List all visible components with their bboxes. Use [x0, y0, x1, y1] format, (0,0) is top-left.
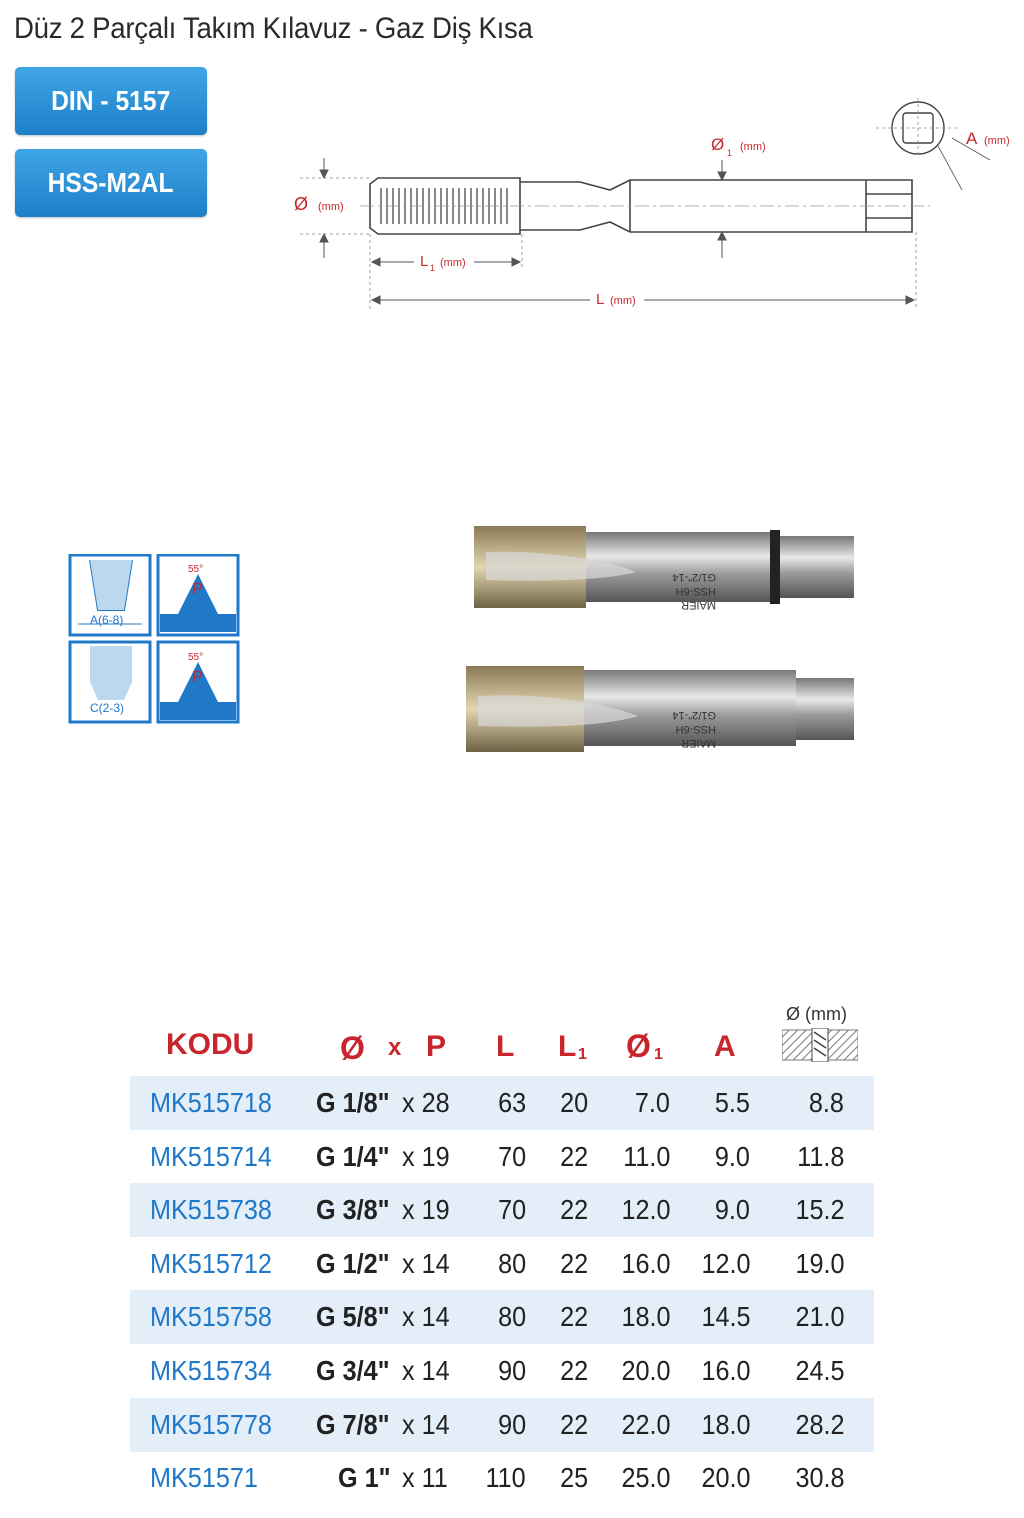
- length: 80: [497, 1247, 526, 1279]
- product-photo: [466, 520, 858, 760]
- din-standard-label: DIN - 5157: [51, 85, 171, 116]
- thread-length: 22: [559, 1247, 588, 1279]
- l-unit: (mm): [610, 295, 636, 307]
- table-row: [130, 1344, 874, 1398]
- drill-diameter: 15.2: [794, 1194, 844, 1226]
- square-size: 20.0: [700, 1462, 750, 1494]
- header-pitch: P: [426, 1030, 447, 1063]
- length: 63: [497, 1087, 526, 1118]
- drill-diameter: 30.8: [794, 1462, 844, 1494]
- table-row: [130, 1451, 874, 1505]
- dia-unit: (mm): [318, 201, 344, 213]
- thread-size: G 5/8": [316, 1301, 390, 1333]
- thread-length: 22: [559, 1140, 588, 1172]
- thread-size: G 1": [338, 1462, 391, 1494]
- table-row: [130, 1290, 874, 1344]
- square-size: 9.0: [714, 1140, 750, 1172]
- thread-length: 22: [559, 1194, 588, 1226]
- threads-per-inch: x 14: [402, 1301, 450, 1333]
- header-a: A: [714, 1030, 736, 1063]
- dia1-unit: (mm): [740, 141, 766, 153]
- header-dia1-sub: 1: [654, 1046, 663, 1063]
- svg-text:P: P: [192, 669, 203, 686]
- thread-size: G 7/8": [316, 1408, 390, 1440]
- a-unit: (mm): [984, 135, 1010, 147]
- square-size: 18.0: [700, 1408, 750, 1440]
- thread-size: G 1/4": [316, 1140, 390, 1172]
- product-code: MK51571: [150, 1462, 258, 1494]
- drill-diameter: 19.0: [794, 1247, 844, 1279]
- length: 70: [497, 1140, 526, 1172]
- a-label: A: [966, 129, 978, 148]
- dia1-label: Ø: [711, 135, 725, 154]
- svg-text:A(6-8): A(6-8): [90, 613, 124, 627]
- table-row: [130, 1183, 874, 1237]
- thread-profile-icons: [68, 554, 242, 724]
- svg-text:P: P: [192, 581, 203, 598]
- shank-diameter: 16.0: [620, 1247, 670, 1279]
- svg-text:55°: 55°: [188, 564, 204, 575]
- length: 70: [497, 1194, 526, 1226]
- product-code: MK515778: [150, 1408, 272, 1440]
- form-c-profile: [70, 642, 150, 722]
- page-title: Düz 2 Parçalı Takım Kılavuz - Gaz Diş Kısa: [14, 12, 533, 45]
- length: 110: [485, 1462, 526, 1494]
- header-x: x: [388, 1034, 402, 1061]
- drill-diameter: 21.0: [794, 1301, 844, 1333]
- product-code: MK515734: [150, 1355, 272, 1386]
- square-size: 5.5: [714, 1087, 750, 1118]
- header-dia: Ø: [340, 1030, 365, 1066]
- shank-diameter: 12.0: [620, 1194, 670, 1226]
- shank-diameter: 20.0: [620, 1355, 670, 1386]
- header-l: L: [496, 1030, 515, 1063]
- length: 90: [497, 1355, 526, 1386]
- svg-text:C(2-3): C(2-3): [90, 701, 125, 715]
- l-label: L: [596, 291, 605, 308]
- svg-text:55°: 55°: [188, 652, 204, 663]
- form-c-angle: [158, 642, 238, 722]
- product-code: MK515758: [150, 1301, 272, 1333]
- l1-sub: 1: [430, 263, 436, 273]
- thread-length: 22: [559, 1408, 588, 1440]
- form-a-profile: [70, 555, 150, 635]
- product-code: MK515714: [150, 1140, 272, 1172]
- svg-text:HSS-6H: HSS-6H: [675, 585, 716, 597]
- table-row: [130, 1398, 874, 1452]
- length: 80: [497, 1301, 526, 1333]
- tap-technical-drawing: [0, 0, 1024, 330]
- threads-per-inch: x 28: [402, 1087, 450, 1118]
- svg-text:MAIER: MAIER: [681, 737, 716, 749]
- svg-text:MAIER: MAIER: [681, 599, 716, 611]
- header-code: KODU: [166, 1028, 255, 1061]
- thread-length: 22: [559, 1355, 588, 1386]
- table-row: [130, 1076, 874, 1130]
- square-size: 12.0: [700, 1247, 750, 1279]
- threads-per-inch: x 14: [402, 1408, 450, 1440]
- svg-text:HSS-6H: HSS-6H: [675, 723, 716, 735]
- thread-length: 25: [559, 1462, 588, 1494]
- threads-per-inch: x 11: [402, 1462, 448, 1494]
- drill-diameter: 8.8: [808, 1087, 844, 1118]
- threads-per-inch: x 14: [402, 1247, 450, 1279]
- tap-one: [474, 526, 854, 611]
- drill-diameter: 11.8: [796, 1140, 844, 1172]
- shank-diameter: 18.0: [620, 1301, 670, 1333]
- dia1-sub: 1: [727, 148, 733, 158]
- svg-text:G1/2"-14: G1/2"-14: [672, 709, 716, 721]
- l1-label: L: [420, 253, 429, 270]
- square-size: 9.0: [714, 1194, 750, 1226]
- thread-size: G 3/4": [316, 1355, 390, 1386]
- product-code: MK515718: [150, 1087, 272, 1118]
- drill-diameter: 28.2: [794, 1408, 844, 1440]
- drill-hole-icon: [782, 1028, 858, 1062]
- tap-two: [466, 666, 854, 752]
- table-header: [130, 1000, 874, 1076]
- dia-label: Ø: [294, 194, 309, 214]
- shank-diameter: 25.0: [620, 1462, 670, 1494]
- threads-per-inch: x 19: [402, 1194, 450, 1226]
- shank-diameter: 7.0: [634, 1087, 670, 1118]
- square-size: 16.0: [700, 1355, 750, 1386]
- form-a-angle: [158, 555, 238, 635]
- header-drill-dia: Ø (mm): [786, 1004, 847, 1024]
- shank-diameter: 22.0: [620, 1408, 670, 1440]
- threads-per-inch: x 19: [402, 1140, 450, 1172]
- product-code: MK515738: [150, 1194, 272, 1226]
- header-dia1: Ø: [626, 1028, 651, 1064]
- table-row: [130, 1237, 874, 1291]
- product-code: MK515712: [150, 1247, 272, 1279]
- thread-length: 22: [559, 1301, 588, 1333]
- drill-diameter: 24.5: [794, 1355, 844, 1386]
- length: 90: [497, 1408, 526, 1440]
- thread-size: G 1/8": [316, 1087, 390, 1118]
- header-l1-sub: 1: [578, 1046, 587, 1063]
- threads-per-inch: x 14: [402, 1355, 450, 1386]
- table-row: [130, 1130, 874, 1184]
- thread-size: G 1/2": [316, 1247, 390, 1279]
- thread-size: G 3/8": [316, 1194, 390, 1226]
- shank-diameter: 11.0: [622, 1140, 670, 1172]
- svg-text:G1/2"-14: G1/2"-14: [672, 571, 716, 583]
- square-size: 14.5: [700, 1301, 750, 1333]
- thread-length: 20: [559, 1087, 588, 1118]
- l1-unit: (mm): [440, 257, 466, 269]
- header-l1: L: [558, 1030, 577, 1063]
- material-label: HSS-M2AL: [48, 167, 174, 198]
